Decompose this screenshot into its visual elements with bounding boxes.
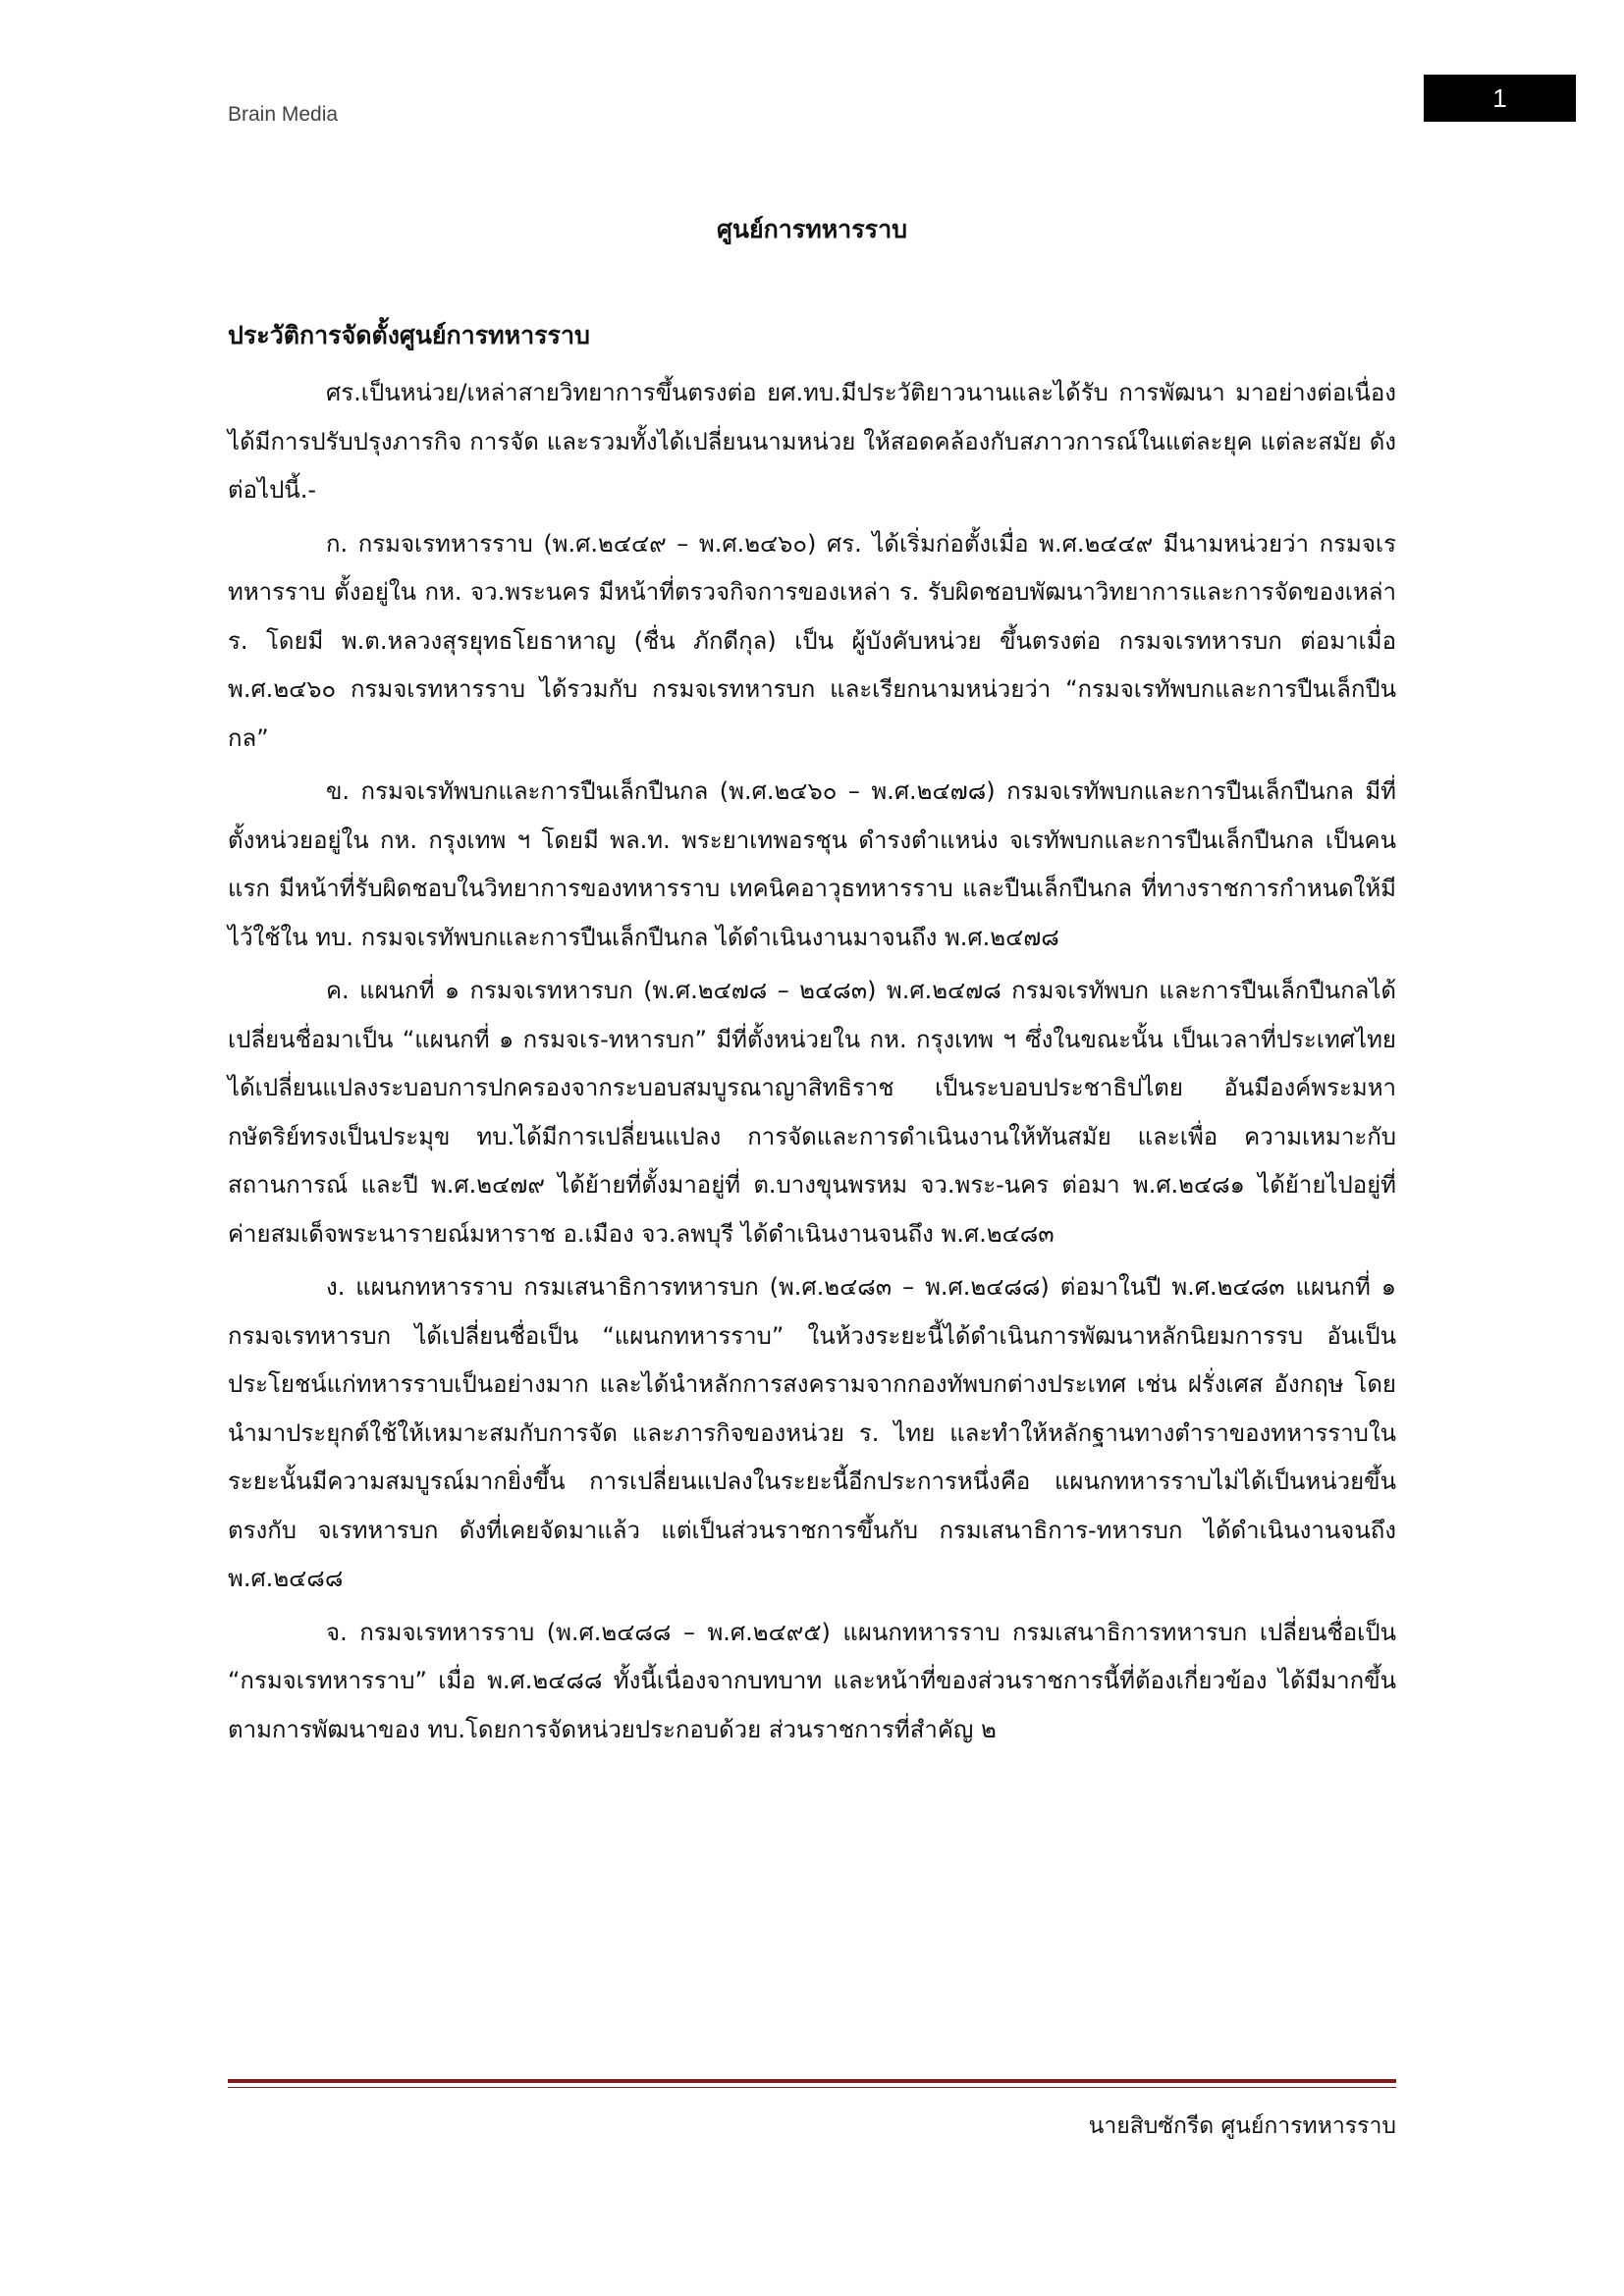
paragraph-ngo: ง. แผนกทหารราบ กรมเสนาธิการทหารบก (พ.ศ.๒๔๘๓ – พ.ศ.๒๔๘๘) ต่อมาในปี พ.ศ.๒๔๘๓ แผนกที่ ๑ กรมจเรทหารบก ได้เปลี่ยนชื่อเป็น “แผนกทหารราบ” ในห้วงระยะนี้ได้ดำเนินการพัฒนาหลักนิยมการรบ อันเป็นประโยชน์แก่ทหารราบเป็นอย่างมาก และได้นำหลักการสงครามจากกองทัพบกต่างประเทศ เช่น ฝรั่งเศส อังกฤษ โดยนำมาประยุกต์ใช้ให้เหมาะสมกับการจัด และภารกิจของหน่วย ร. ไทย และทำให้หลักฐานทางตำราของทหารราบในระยะนั้นมีความสมบูรณ์มากยิ่งขึ้น การเปลี่ยนแปลงในระยะนี้อีกประการหนึ่งคือ แผนกทหารราบไม่ได้เป็นหน่วยขึ้นตรงกับ จเรทหารบก ดังที่เคยจัดมาแล้ว แต่เป็นส่วนราชการขึ้นกับ กรมเสนาธิการ-ทหารบก ได้ดำเนินงานจนถึง พ.ศ.๒๔๘๘ (228, 1273, 1396, 1592)
footer-divider-thin (228, 2087, 1396, 2088)
paragraph-intro: ศร.เป็นหน่วย/เหล่าสายวิทยาการขึ้นตรงต่อ ยศ.ทบ.มีประวัติยาวนานและได้รับ การพัฒนา มาอย่างต่อเนื่อง ได้มีการปรับปรุงภารกิจ การจัด และรวมทั้งได้เปลี่ยนนามหน่วย ให้สอดคล้องกับสภาวการณ์ในแต่ละยุค แต่ละสมัย ดังต่อไปนี้.- (228, 379, 1396, 504)
footer-author: นายสิบซักรีด ศูนย์การทหารราบ (1088, 2113, 1396, 2139)
document-title: ศูนย์การทหารราบ (717, 215, 907, 243)
paragraph-kho: ข. กรมจเรทัพบกและการปืนเล็กปืนกล (พ.ศ.๒๔๖๐ – พ.ศ.๒๔๗๘) กรมจเรทัพบกและการปืนเล็กปืนกล มีที่ตั้งหน่วยอยู่ใน กห. กรุงเทพ ฯ โดยมี พล.ท. พระยาเทพอรชุน ดำรงตำแหน่ง จเรทัพบกและการปืนเล็กปืนกล เป็นคนแรก มีหน้าที่รับผิดชอบในวิทยาการของทหารราบ เทคนิคอาวุธทหารราบ และปืนเล็กปืนกล ที่ทางราชการกำหนดให้มีไว้ใช้ใน ทบ. กรมจเรทัพบกและการปืนเล็กปืนกล ได้ดำเนินงานมาจนถึง พ.ศ.๒๔๗๘ (228, 777, 1396, 951)
header-brand: Brain Media (228, 103, 339, 126)
document-body (228, 369, 1396, 1759)
paragraph-ko: ก. กรมจเรทหารราบ (พ.ศ.๒๔๔๙ – พ.ศ.๒๔๖๐) ศร. ได้เริ่มก่อตั้งเมื่อ พ.ศ.๒๔๔๙ มีนามหน่วยว่า กรมจเรทหารราบ ตั้งอยู่ใน กห. จว.พระนคร มีหน้าที่ตรวจกิจการของเหล่า ร. รับผิดชอบพัฒนาวิทยาการและการจัดของเหล่า ร. โดยมี พ.ต.หลวงสุรยุทธโยธาหาญ (ชื่น ภักดีกุล) เป็น ผู้บังคับหน่วย ขึ้นตรงต่อ กรมจเรทหารบก ต่อมาเมื่อ พ.ศ.๒๔๖๐ กรมจเรทหารราบ ได้รวมกับ กรมจเรทหารบก และเรียกนามหน่วยว่า “กรมจเรทัพบกและการปืนเล็กปืนกล” (228, 529, 1396, 752)
footer-divider (228, 2079, 1396, 2083)
paragraph-cho: จ. กรมจเรทหารราบ (พ.ศ.๒๔๘๘ – พ.ศ.๒๔๙๕) แผนกทหารราบ กรมเสนาธิการทหารบก เปลี่ยนชื่อเป็น “กรมจเรทหารราบ” เมื่อ พ.ศ.๒๔๘๘ ทั้งนี้เนื่องจากบทบาท และหน้าที่ของส่วนราชการนี้ที่ต้องเกี่ยวข้อง ได้มีมากขึ้นตามการพัฒนาของ ทบ.โดยการจัดหน่วยประกอบด้วย ส่วนราชการที่สำคัญ ๒ (228, 1618, 1396, 1743)
page-number-badge: 1 (1424, 75, 1576, 122)
paragraph-kho-khwai: ค. แผนกที่ ๑ กรมจเรทหารบก (พ.ศ.๒๔๗๘ – ๒๔๘๓) พ.ศ.๒๔๗๘ กรมจเรทัพบก และการปืนเล็กปืนกลได้เปลี่ยนชื่อมาเป็น “แผนกที่ ๑ กรมจเร-ทหารบก” มีที่ตั้งหน่วยใน กห. กรุงเทพ ฯ ซึ่งในขณะนั้น เป็นเวลาที่ประเทศไทยได้เปลี่ยนแปลงระบอบการปกครองจากระบอบสมบูรณาญาสิทธิราช เป็นระบอบประชาธิปไตย อันมีองค์พระมหากษัตริย์ทรงเป็นประมุข ทบ.ได้มีการเปลี่ยนแปลง การจัดและการดำเนินงานให้ทันสมัย และเพื่อ ความเหมาะกับสถานการณ์ และปี พ.ศ.๒๔๗๙ ได้ย้ายที่ตั้งมาอยู่ที่ ต.บางขุนพรหม จว.พระ-นคร ต่อมา พ.ศ.๒๔๘๑ ได้ย้ายไปอยู่ที่ ค่ายสมเด็จพระนารายณ์มหาราช อ.เมือง จว.ลพบุรี ได้ดำเนินงานจนถึง พ.ศ.๒๔๘๓ (228, 977, 1396, 1248)
section-heading: ประวัติการจัดตั้งศูนย์การทหารราบ (228, 321, 590, 349)
